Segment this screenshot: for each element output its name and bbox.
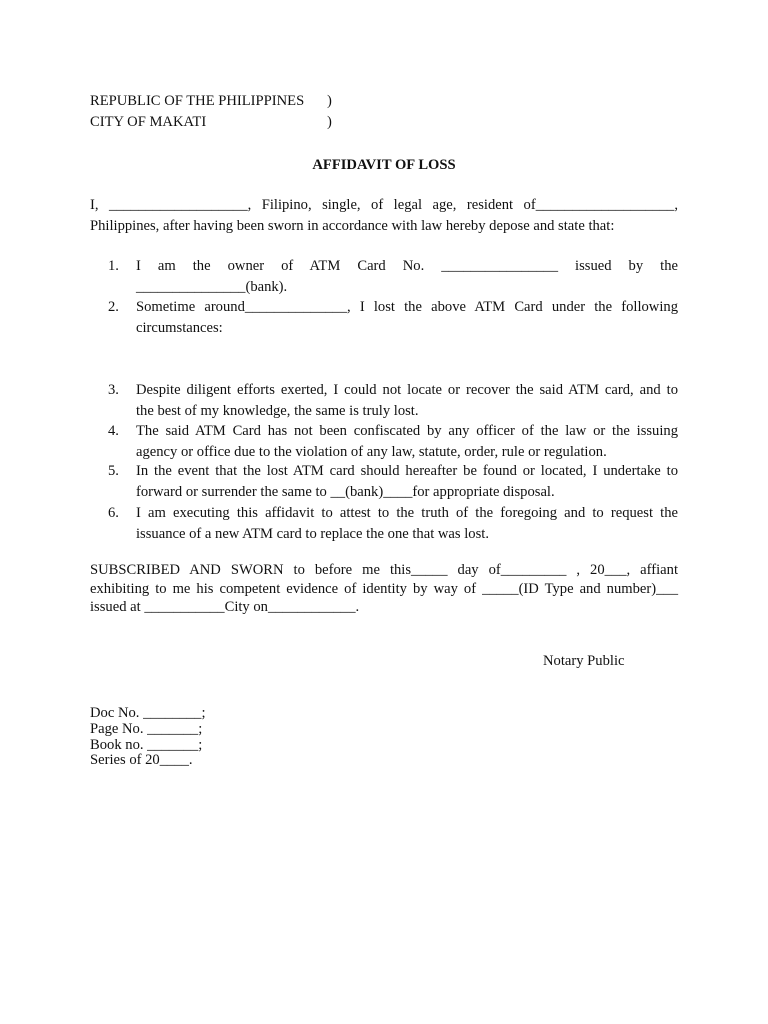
list-item-number: 5. bbox=[108, 463, 119, 479]
list-item-line: The said ATM Card has not been confiscated by any officer of the law or the issuing bbox=[136, 423, 678, 439]
header-paren-2: ) bbox=[327, 114, 332, 130]
list-item-line: circumstances: bbox=[136, 319, 223, 336]
registry-block bbox=[90, 706, 206, 769]
header-paren-1: ) bbox=[327, 93, 332, 109]
registry-doc-no: Doc No. ________; bbox=[90, 705, 206, 721]
jurat-line-3: issued at ___________City on____________. bbox=[90, 599, 360, 615]
jurat-line-1: SUBSCRIBED AND SWORN to before me this_____ day of_________ , 20___, affiant bbox=[90, 562, 678, 578]
intro-paragraph bbox=[90, 195, 678, 236]
list-item-line: agency or office due to the violation of any law, statute, order, rule or regulation. bbox=[136, 443, 607, 460]
list-item-line: _______________(bank). bbox=[136, 278, 288, 295]
jurat-line-2: exhibiting to me his competent evidence of identity by way of _____(ID Type and number)___ bbox=[90, 580, 678, 597]
list-item-line: I am the owner of ATM Card No. ________________ issued by the bbox=[136, 258, 678, 274]
list-item-line: forward or surrender the same to __(bank)____for appropriate disposal. bbox=[136, 483, 555, 500]
list-item-line: I am executing this affidavit to attest to the truth of the foregoing and to request the bbox=[136, 505, 678, 521]
list-item-line: Despite diligent efforts exerted, I could not locate or recover the said ATM card, and to bbox=[136, 382, 678, 398]
intro-line-1: I, ___________________, Filipino, single, of legal age, resident of___________________, bbox=[90, 197, 678, 213]
notary-public-label: Notary Public bbox=[543, 653, 625, 669]
list-item-line: In the event that the lost ATM card should hereafter be found or located, I undertake to bbox=[136, 463, 678, 479]
header-city bbox=[90, 112, 206, 133]
registry-page-no: Page No. _______; bbox=[90, 720, 203, 737]
list-item-number: 2. bbox=[108, 299, 119, 315]
list-item-line: issuance of a new ATM card to replace the one that was lost. bbox=[136, 525, 489, 542]
list-item-number: 4. bbox=[108, 423, 119, 439]
list-item-line: Sometime around______________, I lost the above ATM Card under the following bbox=[136, 299, 678, 315]
header-republic-text: REPUBLIC OF THE PHILIPPINES bbox=[90, 93, 305, 109]
registry-book-no: Book no. _______; bbox=[90, 736, 203, 753]
header-city-text: CITY OF MAKATI bbox=[90, 114, 207, 130]
registry-series: Series of 20____. bbox=[90, 752, 193, 769]
intro-line-2: Philippines, after having been sworn in accordance with law hereby depose and state that: bbox=[90, 217, 615, 234]
list-item-number: 6. bbox=[108, 505, 119, 521]
list-item-line: the best of my knowledge, the same is truly lost. bbox=[136, 402, 419, 419]
jurat-paragraph bbox=[90, 561, 678, 617]
header-republic bbox=[90, 91, 304, 112]
list-item-number: 3. bbox=[108, 382, 119, 398]
document-title: AFFIDAVIT OF LOSS bbox=[312, 157, 456, 173]
list-item-number: 1. bbox=[108, 258, 119, 274]
